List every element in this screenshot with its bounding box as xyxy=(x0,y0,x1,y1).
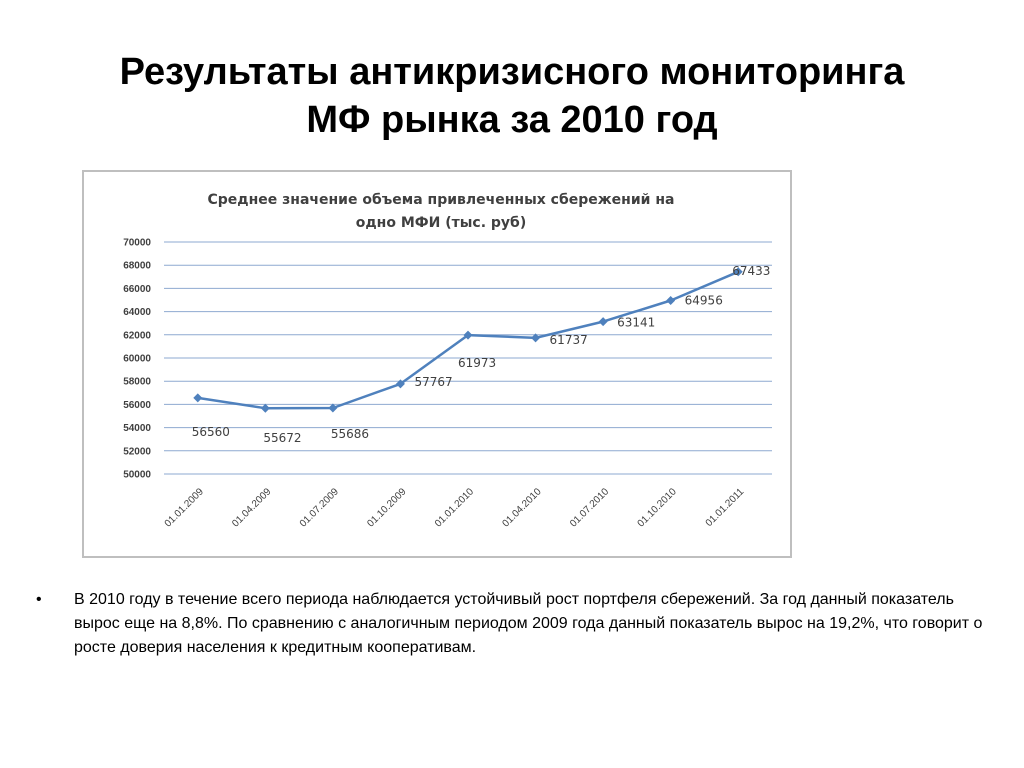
series-line xyxy=(193,267,742,412)
x-tick-label: 01.01.2009 xyxy=(162,486,206,530)
slide-title-line-1: Результаты антикризисного мониторинга xyxy=(119,51,905,93)
y-tick-label: 70000 xyxy=(123,237,151,249)
x-tick-label: 01.10.2009 xyxy=(365,486,409,530)
y-tick-label: 64000 xyxy=(123,307,151,319)
y-tick-label: 56000 xyxy=(123,399,151,411)
y-tick-label: 68000 xyxy=(123,260,151,272)
y-tick-label: 62000 xyxy=(123,330,151,342)
x-tick-label: 01.04.2009 xyxy=(230,486,274,530)
bullet-mark: • xyxy=(36,591,42,608)
slide-title xyxy=(0,48,1024,144)
slide-title-line-2: МФ рынка за 2010 год xyxy=(306,99,718,141)
x-tick-label: 01.01.2010 xyxy=(432,486,477,530)
series-polyline xyxy=(198,272,738,408)
data-label: 57767 xyxy=(414,374,453,389)
chart-title-line-1: Среднее значение объема привлеченных сбережений на xyxy=(207,192,675,208)
data-label: 67433 xyxy=(732,263,771,278)
data-label: 61737 xyxy=(549,332,588,347)
x-tick-label: 01.01.2011 xyxy=(703,486,747,529)
data-label: 63141 xyxy=(617,315,656,330)
x-tick-label: 01.04.2010 xyxy=(500,486,544,530)
data-label: 55686 xyxy=(330,427,370,442)
y-tick-label: 60000 xyxy=(123,353,151,365)
y-tick-label: 58000 xyxy=(123,376,151,388)
data-label: 55672 xyxy=(263,431,302,446)
y-tick-label: 52000 xyxy=(123,446,151,458)
chart-title-line-2: одно МФИ (тыс. руб) xyxy=(355,215,527,231)
data-labels xyxy=(192,264,771,445)
y-tick-label: 66000 xyxy=(123,283,151,295)
x-tick-label: 01.10.2010 xyxy=(635,486,679,530)
bullet-text: В 2010 году в течение всего периода наблюдается устойчивый рост портфеля сбережений. За год данный показатель вырос еще на 8,8%. По сравнению с аналогичным периодом 2009 года данный показатель вырос на 19,2%, что говорит о росте доверия населения к кредитным кооперативам. xyxy=(74,591,983,656)
y-tick-label: 54000 xyxy=(123,423,151,435)
data-point xyxy=(666,296,675,305)
y-axis-ticks xyxy=(123,238,151,481)
chart-frame xyxy=(82,170,792,558)
data-point xyxy=(599,317,608,326)
y-tick-label: 50000 xyxy=(123,469,151,481)
x-tick-label: 01.07.2010 xyxy=(568,486,612,530)
x-axis-ticks xyxy=(163,486,747,529)
data-label: 61973 xyxy=(458,356,497,371)
data-point xyxy=(193,393,202,402)
line-chart xyxy=(84,172,790,556)
data-label: 64956 xyxy=(684,293,723,308)
data-point xyxy=(261,404,270,413)
data-label: 56560 xyxy=(191,424,230,439)
x-tick-label: 01.07.2009 xyxy=(297,486,342,530)
